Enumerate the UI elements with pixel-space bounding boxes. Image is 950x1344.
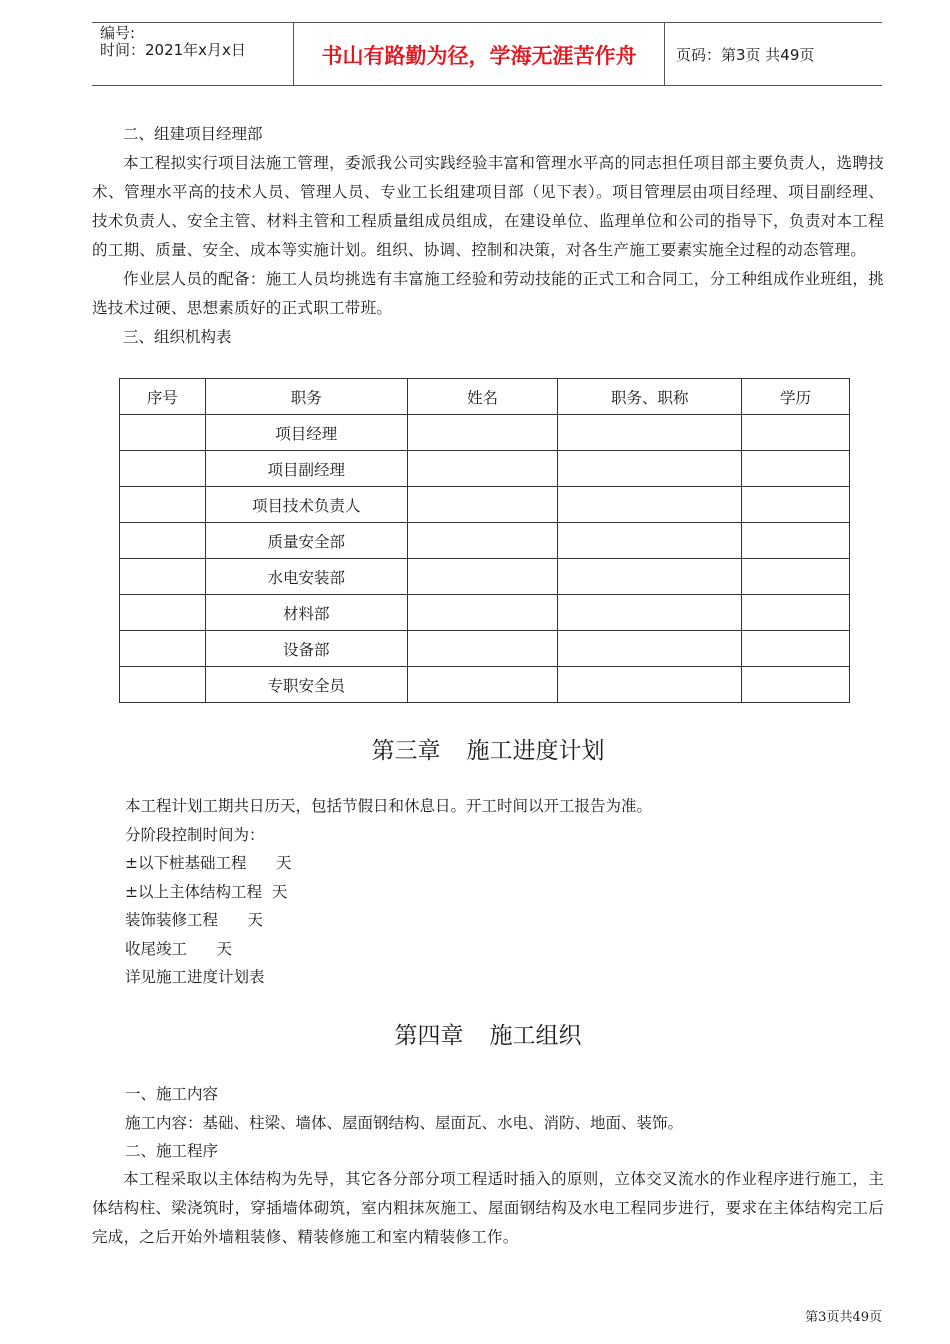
section-heading: 三、组织机构表 — [123, 328, 232, 346]
table-row — [120, 487, 850, 523]
table-cell-position: 项目经理 — [205, 415, 407, 451]
header-page-number: 页码：第3页 共49页 — [676, 46, 815, 64]
table-row — [120, 523, 850, 559]
section-heading: 二、组建项目经理部 — [123, 125, 263, 143]
column-header: 姓名 — [407, 379, 558, 415]
chapter-title: 第三章 施工进度计划 — [371, 738, 605, 764]
time-label: 时间：2021年x月x日 — [100, 41, 246, 59]
table-cell-position: 设备部 — [205, 631, 407, 667]
table-row — [120, 559, 850, 595]
section-project-department — [92, 120, 884, 349]
construction-content — [125, 1080, 683, 1166]
construction-procedure — [92, 1165, 884, 1252]
list-item: 装饰装修工程 天 — [125, 911, 264, 929]
table-row — [120, 631, 850, 667]
table-cell-position: 项目技术负责人 — [205, 487, 407, 523]
column-header: 职务、职称 — [558, 379, 742, 415]
table-row — [120, 415, 850, 451]
list-item: 收尾竣工 天 — [125, 939, 233, 958]
paragraph: 本工程拟实行项目法施工管理，委派我公司实践经验丰富和管理水平高的同志担任项目部主要负责人，选聘技术、管理水平高的技术人员、管理人员、专业工长组建项目部（见下表）。项目管理层由项目经理、项目副经理、技术负责人、安全主管、材料主管和工程质量组成员组成，在建设单位、监理单位和公司的指导下，负责对本工程的工期、质量、安全、成本等实施计划。组织、协调、控制和决策，对各生产施工要素实施全过程的动态管理。 — [92, 154, 884, 259]
paragraph: 作业层人员的配备：施工人员均挑选有丰富施工经验和劳动技能的正式工和合同工，分工种组成作业班组，挑选技术过硬、思想素质好的正式职工带班。 — [92, 270, 884, 317]
schedule-list — [125, 792, 652, 992]
table-cell-position: 材料部 — [205, 595, 407, 631]
section-heading: 二、施工程序 — [125, 1142, 219, 1160]
header-meta — [100, 25, 246, 59]
organization-table — [119, 378, 850, 703]
list-item: 详见施工进度计划表 — [125, 968, 265, 986]
paragraph: 本工程采取以主体结构为先导，其它各分部分项工程适时插入的原则，立体交叉流水的作业程序进行施工，主体结构柱、梁浇筑时，穿插墙体砌筑，室内粗抹灰施工、屋面钢结构及水电工程同步进行，要求在主体结构完工后完成，之后开始外墙粗装修、精装修施工和室内精装修工作。 — [92, 1170, 884, 1246]
header-motto: 书山有路勤为径，学海无涯苦作舟 — [321, 44, 637, 68]
serial-label: 编号: — [100, 24, 136, 42]
table-cell-position: 专职安全员 — [205, 667, 407, 703]
table-row — [120, 595, 850, 631]
paragraph: 施工内容：基础、柱梁、墙体、屋面钢结构、屋面瓦、水电、消防、地面、装饰。 — [125, 1113, 684, 1132]
page-header — [92, 22, 882, 86]
column-header: 序号 — [120, 379, 206, 415]
chapter-title: 第四章 施工组织 — [394, 1023, 582, 1049]
table-row — [120, 451, 850, 487]
header-divider — [664, 23, 665, 85]
table-cell-position: 项目副经理 — [205, 451, 407, 487]
table-header-row — [120, 379, 850, 415]
section-heading: 一、施工内容 — [125, 1085, 219, 1103]
column-header: 职务 — [205, 379, 407, 415]
list-item: 分阶段控制时间为： — [125, 825, 265, 844]
list-item: 本工程计划工期共日历天，包括节假日和休息日。开工时间以开工报告为准。 — [125, 797, 653, 815]
list-item: ±以上主体结构工程 天 — [125, 882, 288, 901]
table-cell-position: 质量安全部 — [205, 523, 407, 559]
table-cell-position: 水电安装部 — [205, 559, 407, 595]
column-header: 学历 — [742, 379, 850, 415]
table-row — [120, 667, 850, 703]
list-item: ±以下桩基础工程 天 — [125, 854, 292, 872]
page-footer: 第3页共49页 — [805, 1310, 882, 1325]
